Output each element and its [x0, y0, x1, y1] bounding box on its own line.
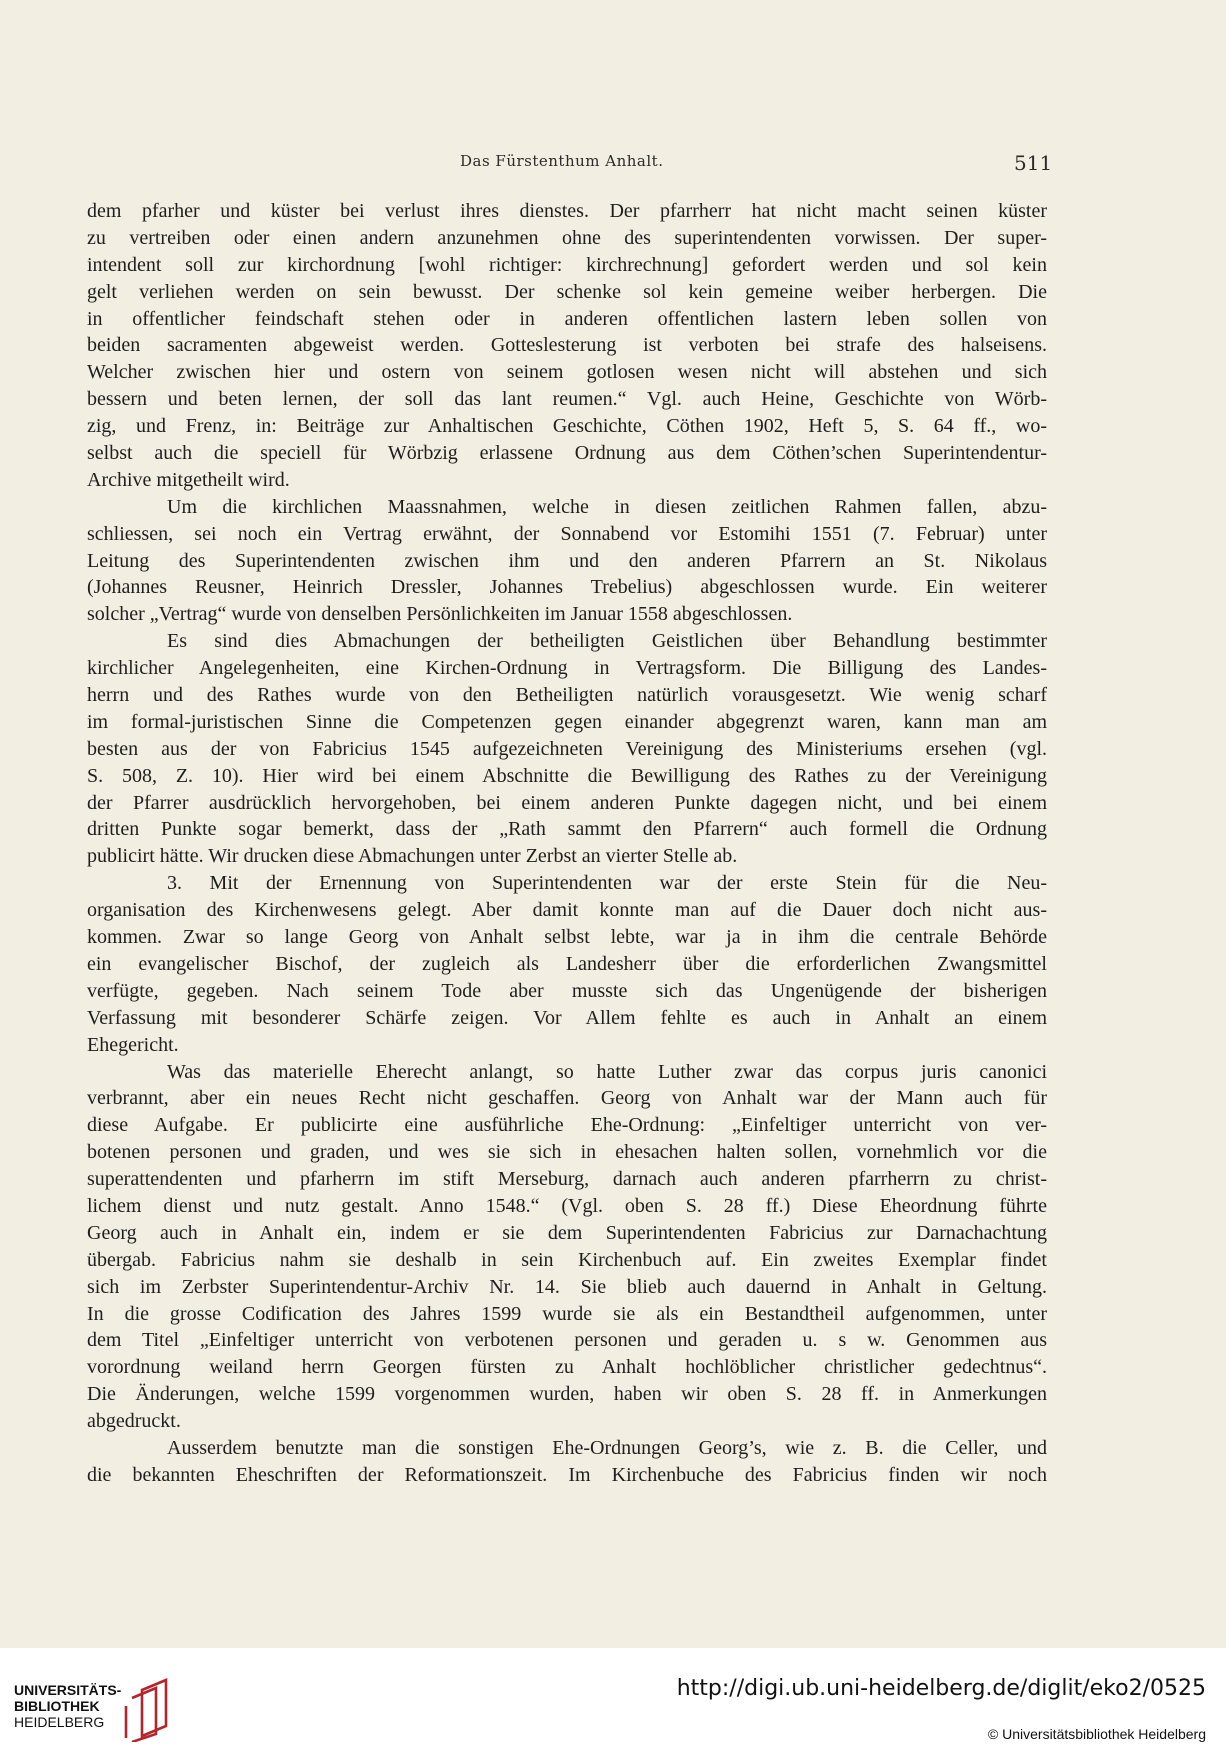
page-number: 511 [1014, 151, 1053, 175]
text-line: Leitung des Superintendenten zwischen ihm und den anderen Pfarrern an St. Nikolaus [87, 549, 1047, 572]
text-line: in offentlicher feindschaft stehen oder in anderen offentlichen lastern leben sollen von [87, 307, 1047, 330]
text-line: Die Änderungen, welche 1599 vorgenommen wurden, haben wir oben S. 28 ff. in Anmerkungen [87, 1383, 1047, 1406]
text-line: kirchlicher Angelegenheiten, eine Kirchen-Ordnung in Vertragsform. Die Billigung des Landes- [87, 657, 1047, 680]
running-header [0, 152, 1226, 182]
text-line: beiden sacramenten abgeweist werden. Gotteslesterung ist verboten bei strafe des halseisens. [87, 334, 1047, 357]
logo-line: BIBLIOTHEK [14, 1698, 100, 1714]
text-line: intendent soll zur kirchordnung [wohl richtiger: kirchrechnung] gefordert werden und sol kein [87, 253, 1047, 276]
text-line: vorordnung weiland herrn Georgen fürsten zu Anhalt hochlöblicher christlicher gedechtnus“. [87, 1356, 1047, 1379]
text-line: verbrannt, aber ein neues Recht nicht geschaffen. Georg von Anhalt war der Mann auch für [87, 1087, 1047, 1110]
text-line: botenen personen und graden, und wes sie sich in ehesachen halten sollen, vornehmlich vor die [87, 1141, 1047, 1164]
running-title: Das Fürstenthum Anhalt. [460, 152, 664, 170]
text-line: verfügte, gegeben. Nach seinem Tode aber musste sich das Ungenügende der bisherigen [87, 979, 1047, 1002]
text-line: übergab. Fabricius nahm sie deshalb in sein Kirchenbuch auf. Ein zweites Exemplar findet [87, 1248, 1047, 1271]
text-line: zig, und Frenz, in: Beiträge zur Anhaltischen Geschichte, Cöthen 1902, Heft 5, S. 64 ff., wo- [87, 415, 1047, 438]
text-line: Archive mitgetheilt wird. [87, 468, 290, 491]
text-line: diese Aufgabe. Er publicirte eine ausführliche Ehe-Ordnung: „Einfeltiger unterricht von ver- [87, 1114, 1047, 1137]
text-line: S. 508, Z. 10). Hier wird bei einem Abschnitte die Bewilligung des Rathes zu der Vereinigung [87, 764, 1047, 787]
text-line: herrn und des Rathes wurde von den Betheiligten natürlich vorausgesetzt. Wie wenig scharf [87, 684, 1047, 707]
body-text [87, 198, 1047, 1489]
text-line: dem pfarher und küster bei verlust ihres dienstes. Der pfarrherr hat nicht macht seinen küster [87, 200, 1047, 222]
text-line: der Pfarrer ausdrücklich hervorgehoben, bei einem anderen Punkte dagegen nicht, und bei einem [87, 791, 1047, 814]
text-line: 3. Mit der Ernennung von Superintendenten war der erste Stein für die Neu- [167, 872, 1047, 895]
copyright-notice: © Universitätsbibliothek Heidelberg [987, 1726, 1206, 1742]
logo-line: UNIVERSITÄTS- [14, 1682, 122, 1698]
text-line: Was das materielle Eherecht anlangt, so hatte Luther zwar das corpus juris canonici [167, 1060, 1047, 1083]
text-line: solcher „Vertrag“ wurde von denselben Persönlichkeiten im Januar 1558 abgeschlossen. [87, 603, 793, 626]
text-line: zu vertreiben oder einen andern anzunehmen ohne des superintendenten vorwissen. Der super- [87, 226, 1047, 249]
text-line: organisation des Kirchenwesens gelegt. Aber damit konnte man auf die Dauer doch nicht aus- [87, 899, 1047, 922]
logo-line: HEIDELBERG [14, 1714, 105, 1730]
text-line: Es sind dies Abmachungen der betheiligten Geistlichen über Behandlung bestimmter [167, 630, 1047, 653]
text-line: lichem dienst und nutz gestalt. Anno 1548.“ (Vgl. oben S. 28 ff.) Diese Eheordnung führte [87, 1194, 1047, 1217]
library-logo[interactable] [14, 1676, 194, 1742]
text-line: im formal-juristischen Sinne die Competenzen gegen einander abgegrenzt waren, kann man am [87, 710, 1047, 733]
text-line: Um die kirchlichen Maassnahmen, welche in diesen zeitlichen Rahmen fallen, abzu- [167, 495, 1047, 518]
text-line: dritten Punkte sogar bemerkt, dass der „Rath sammt den Pfarrern“ auch formell die Ordnung [87, 818, 1047, 841]
text-line: bessern und beten lernen, der soll das lant reumen.“ Vgl. auch Heine, Geschichte von Wörb- [87, 388, 1047, 411]
text-line: Ehegericht. [87, 1033, 179, 1056]
text-line: sich im Zerbster Superintendentur-Archiv Nr. 14. Sie blieb auch dauernd in Anhalt in Geltung. [87, 1275, 1047, 1298]
text-line: In die grosse Codification des Jahres 1599 wurde sie als ein Bestandtheil aufgenommen, unter [87, 1302, 1047, 1325]
text-line: dem Titel „Einfeltiger unterricht von verbotenen personen und geraden u. s w. Genommen aus [87, 1329, 1047, 1352]
text-line: Ausserdem benutzte man die sonstigen Ehe-Ordnungen Georg’s, wie z. B. die Celler, und [167, 1436, 1047, 1459]
text-line: gelt verliehen werden on sein bewusst. Der schenke sol kein gemeine weiber herbergen. Die [87, 280, 1047, 303]
text-line: ein evangelischer Bischof, der zugleich als Landesherr über die erforderlichen Zwangsmittel [87, 952, 1047, 975]
logo-text [14, 1682, 121, 1730]
text-line: schliessen, sei noch ein Vertrag erwähnt, der Sonnabend vor Estomihi 1551 (7. Februar) unter [87, 522, 1047, 545]
text-line: abgedruckt. [87, 1410, 181, 1433]
permalink-url[interactable]: http://digi.ub.uni-heidelberg.de/diglit/eko2/0525 [676, 1676, 1206, 1701]
text-line: publicirt hätte. Wir drucken diese Abmachungen unter Zerbst an vierter Stelle ab. [87, 845, 738, 868]
text-line: superattendenten und pfarherrn im stift Merseburg, darnach auch anderen pfarrherrn zu christ- [87, 1168, 1047, 1191]
text-line: kommen. Zwar so lange Georg von Anhalt selbst lebte, war ja in ihm die centrale Behörde [87, 926, 1047, 949]
text-line: Georg auch in Anhalt ein, indem er sie dem Superintendenten Fabricius zur Darnachachtung [87, 1221, 1047, 1244]
text-line: Welcher zwischen hier und ostern von seinem gotlosen wesen nicht will abstehen und sich [87, 361, 1047, 384]
library-logo-icon [122, 1676, 178, 1742]
text-line: die bekannten Eheschriften der Reformationszeit. Im Kirchenbuche des Fabricius finden wir noch [87, 1463, 1047, 1486]
footer-bar [0, 1648, 1226, 1757]
text-line: (Johannes Reusner, Heinrich Dressler, Johannes Trebelius) abgeschlossen wurde. Ein weiterer [87, 576, 1047, 599]
text-line: Verfassung mit besonderer Schärfe zeigen. Vor Allem fehlte es auch in Anhalt an einem [87, 1006, 1047, 1029]
text-line: selbst auch die speciell für Wörbzig erlassene Ordnung aus dem Cöthen’schen Superintendentur- [87, 442, 1047, 465]
text-line: besten aus der von Fabricius 1545 aufgezeichneten Vereinigung des Ministeriums ersehen (vgl. [87, 737, 1047, 760]
